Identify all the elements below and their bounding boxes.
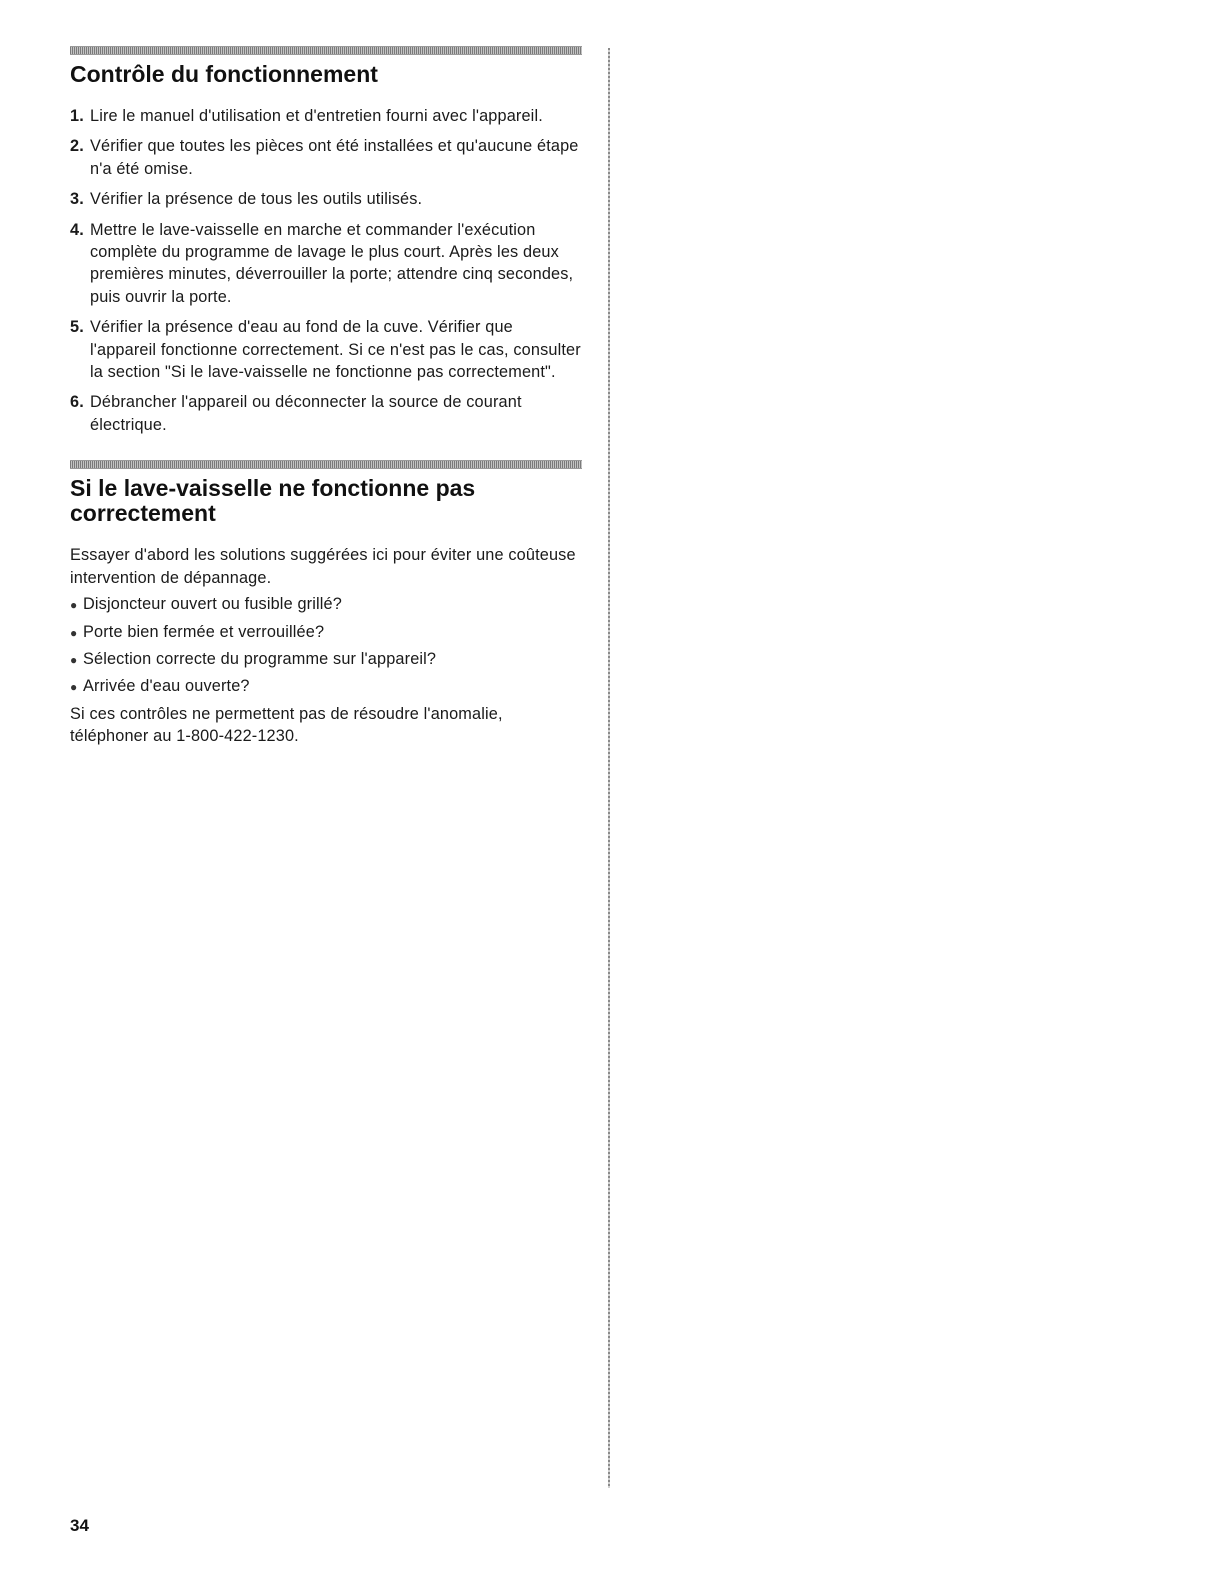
checklist-text: Porte bien fermée et verrouillée? [83,622,325,641]
bullet-icon: ● [70,652,78,667]
list-item [70,391,582,436]
step-number: 4. [70,220,84,239]
list-item [70,105,582,127]
step-text: Vérifier que toutes les pièces ont été installées et qu'aucune étape n'a été omise. [90,137,579,178]
content-column [70,46,582,752]
list-item [70,219,582,309]
section-title: Si le lave-vaisselle ne fonctionne pas correctement [70,475,476,527]
bullet-icon: ● [70,598,78,613]
checklist-text: Arrivée d'eau ouverte? [83,677,250,696]
outro-paragraph: Si ces contrôles ne permettent pas de résoudre l'anomalie, téléphoner au 1-800-422-1230. [70,704,503,746]
page-number: 34 [70,1516,89,1535]
section-rule [70,46,582,55]
list-item [70,188,582,210]
list-item [70,648,582,671]
bullet-icon: ● [70,680,78,695]
step-number: 3. [70,190,84,209]
step-text: Lire le manuel d'utilisation et d'entretien fourni avec l'appareil. [90,107,543,125]
column-divider [608,48,610,1488]
bullet-icon: ● [70,625,78,640]
steps-list [70,105,582,436]
step-number: 2. [70,137,84,156]
checklist-text: Disjoncteur ouvert ou fusible grillé? [83,595,342,614]
checklist-text: Sélection correcte du programme sur l'appareil? [83,649,437,668]
section-rule [70,460,582,469]
section-title: Contrôle du fonctionnement [70,61,378,87]
step-text: Mettre le lave-vaisselle en marche et commander l'exécution complète du programme de lavage le plus court. Après les deux premières minutes, déverrouiller la porte; attendre cinq secondes, puis ouvrir la porte. [90,220,574,306]
section-troubleshooting [70,460,582,747]
step-number: 6. [70,393,84,412]
step-number: 1. [70,107,84,125]
list-item [70,621,582,644]
step-text: Débrancher l'appareil ou déconnecter la source de courant électrique. [90,393,522,434]
step-number: 5. [70,318,84,337]
step-text: Vérifier la présence d'eau au fond de la cuve. Vérifier que l'appareil fonctionne correctement. Si ce n'est pas le cas, consulter la section "Si le lave-vaisselle ne fonctionne pas correctement". [90,318,581,382]
list-item [70,135,582,180]
section-controle-fonctionnement [70,46,582,436]
list-item [70,316,582,383]
intro-paragraph: Essayer d'abord les solutions suggérées ici pour éviter une coûteuse intervention de dépannage. [70,546,576,587]
list-item [70,593,582,616]
step-text: Vérifier la présence de tous les outils utilisés. [90,190,423,209]
checklist [70,593,582,699]
list-item [70,675,582,698]
